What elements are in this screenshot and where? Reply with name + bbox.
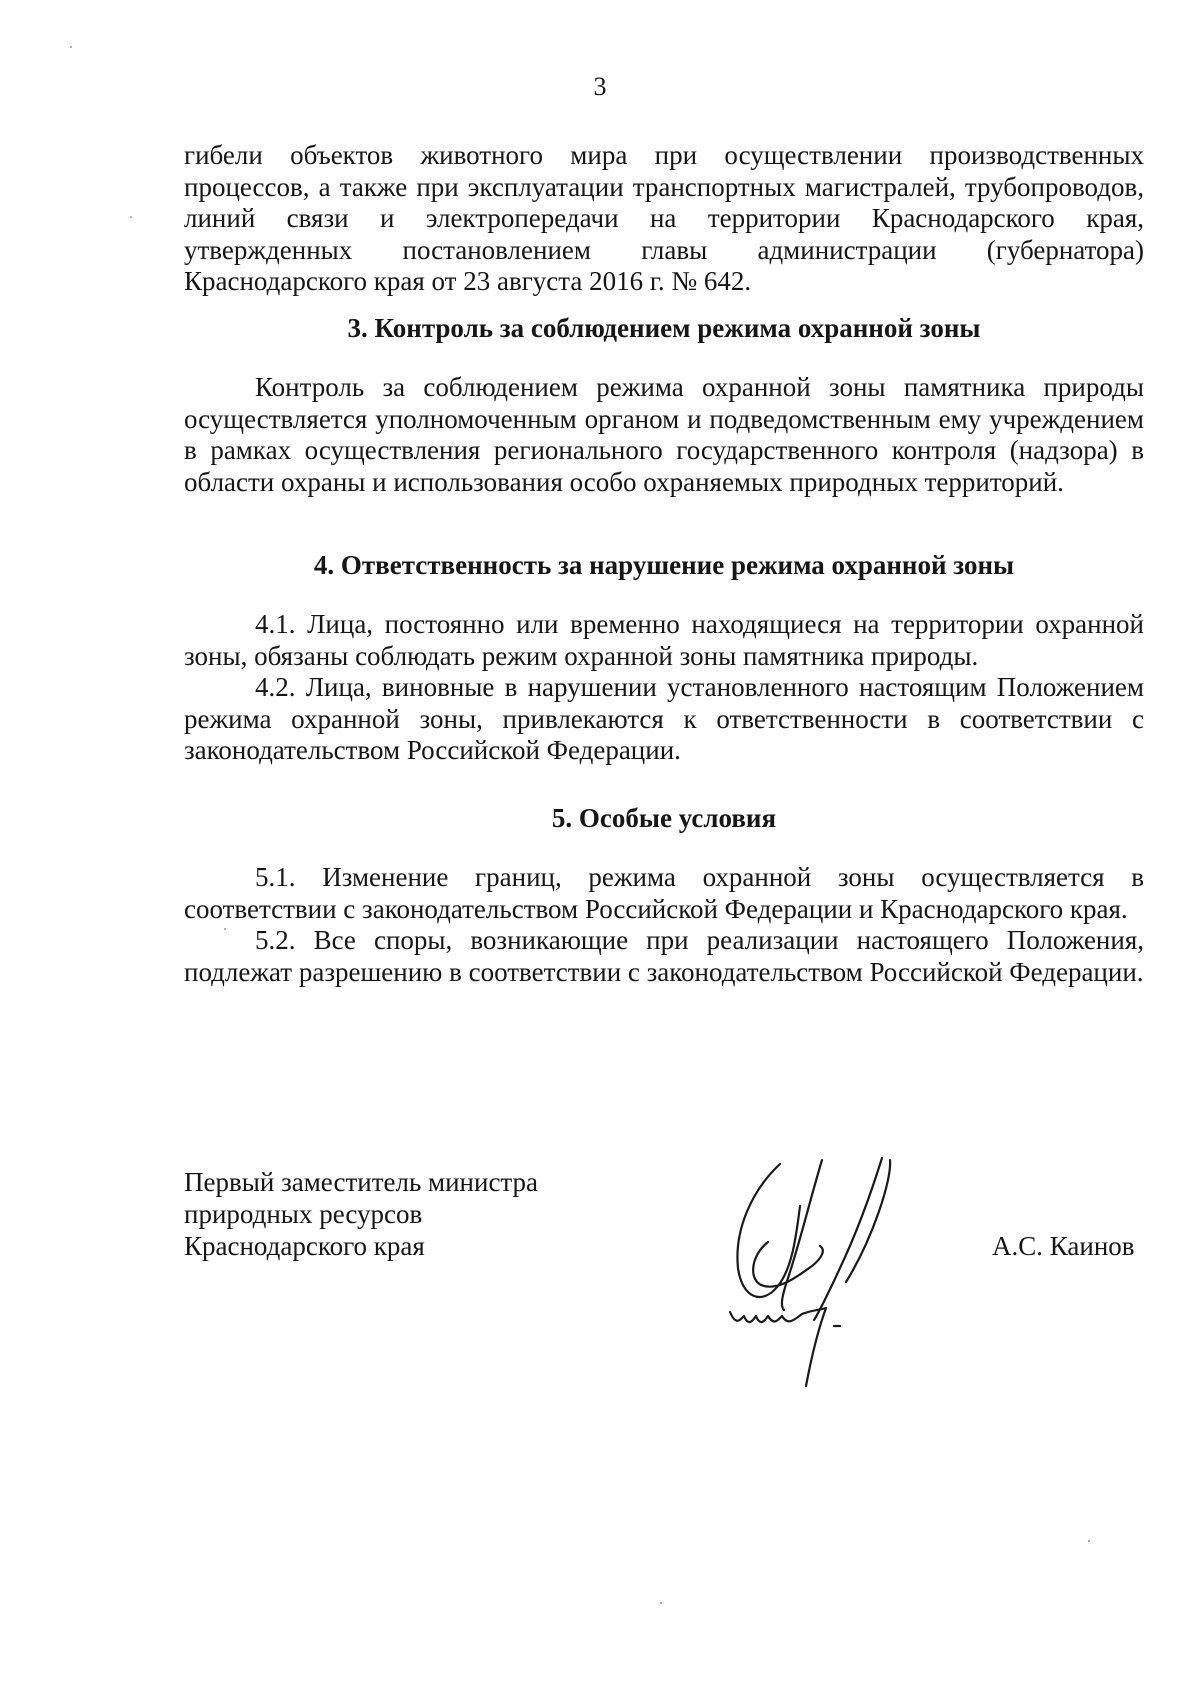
- page-number: 3: [593, 72, 607, 101]
- section-5-paragraph-2: 5.2. Все споры, возникающие при реализации настоящего Положения, подлежат разрешению в соответствии с законодательством Российской Федерации.: [184, 925, 1144, 987]
- section-3-body: [184, 372, 1144, 498]
- signatory-title-line-2: природных ресурсов: [184, 1199, 423, 1229]
- section-5-heading: 5. Особые условия: [551, 803, 777, 833]
- section-3-paragraph: Контроль за соблюдением режима охранной зоны памятника природы осуществляется уполномоченным органом и подведомственным ему учреждением в рамках осуществления регионального государственного контроля (надзора) в области охраны и использования особо охраняемых природных территорий.: [184, 372, 1144, 497]
- section-5-body: [184, 862, 1144, 988]
- signatory-title: [184, 1166, 538, 1262]
- section-4-body: [184, 609, 1144, 767]
- section-4-heading: 4. Ответственность за нарушение режима охранной зоны: [313, 550, 1015, 580]
- intro-paragraph: гибели объектов животного мира при осуществлении производственных процессов, а также при эксплуатации транспортных магистралей, трубопроводов, линий связи и электропередачи на территории Краснодарского края, утвержденных постановлением главы администрации (губернатора) Краснодарского края от 23 августа 2016 г. № 642.: [184, 140, 1144, 296]
- scan-speck: [130, 216, 132, 218]
- handwritten-signature: [722, 1150, 932, 1390]
- section-4-paragraph-2: 4.2. Лица, виновные в нарушении установленного настоящим Положением режима охранной зоны, привлекаются к ответственности в соответствии с законодательством Российской Федерации.: [184, 672, 1144, 765]
- section-4-paragraph-1: 4.1. Лица, постоянно или временно находящиеся на территории охранной зоны, обязаны соблюдать режим охранной зоны памятника природы.: [184, 609, 1144, 671]
- scan-speck: [660, 1602, 662, 1604]
- signatory-name: А.С. Каинов: [992, 1231, 1135, 1261]
- scan-speck: [224, 928, 226, 930]
- signatory-title-line-1: Первый заместитель министра: [184, 1167, 539, 1197]
- intro-paragraph-block: [184, 140, 1144, 298]
- section-3-heading: 3. Контроль за соблюдением режима охранной зоны: [347, 313, 981, 343]
- scan-speck: [70, 46, 72, 48]
- section-5-paragraph-1: 5.1. Изменение границ, режима охранной зоны осуществляется в соответствии с законодательством Российской Федерации и Краснодарского края.: [184, 862, 1144, 924]
- scan-speck: [1088, 1540, 1090, 1542]
- signatory-title-line-3: Краснодарского края: [184, 1231, 425, 1261]
